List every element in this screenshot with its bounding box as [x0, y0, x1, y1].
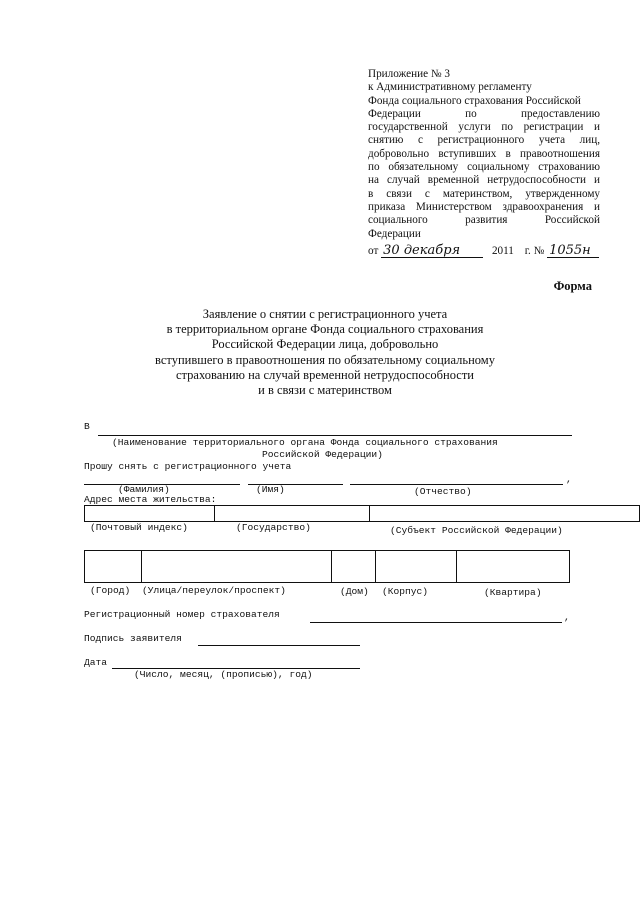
title-line: и в связи с материнством: [258, 383, 392, 398]
signature-field[interactable]: [198, 645, 360, 646]
appendix-line: приказа Министерством здравоохранения и: [368, 200, 600, 213]
forma-label: Форма: [553, 279, 592, 293]
house-box[interactable]: [331, 550, 376, 583]
building-caption: (Корпус): [382, 586, 429, 597]
appendix-line: к Административному регламенту: [368, 81, 532, 94]
title-line: в территориальном органе Фонда социального страхования: [166, 322, 484, 337]
appendix-line: в связи с материнством, утвержденному: [368, 187, 600, 200]
reg-number-field[interactable]: [310, 622, 562, 623]
apartment-caption: (Квартира): [484, 587, 542, 598]
surname-caption: (Фамилия): [118, 484, 170, 495]
subject-box[interactable]: [369, 505, 640, 522]
street-caption: (Улица/переулок/проспект): [142, 585, 286, 596]
city-box[interactable]: [84, 550, 142, 583]
appendix-line: по обязательному социальному страхованию: [368, 161, 600, 174]
appendix-line: Федерации по предоставлению: [368, 107, 600, 120]
title-line: страхованию на случай временной нетрудоспособности: [176, 367, 474, 382]
appendix-line: Федерации: [368, 227, 421, 240]
organ-caption-2: Российской Федерации): [262, 449, 383, 460]
year: 2011: [491, 244, 514, 257]
reg-number-label: Регистрационный номер страхователя: [84, 609, 280, 620]
v-label: В: [84, 421, 90, 432]
title-line: Российской Федерации лица, добровольно: [211, 337, 439, 352]
handwritten-date: 30 декабря: [381, 244, 483, 258]
state-caption: (Государство): [236, 522, 311, 533]
city-caption: (Город): [90, 585, 131, 596]
organ-caption: (Наименование территориального органа Фонда социального страхования: [112, 437, 498, 448]
appendix-line: Фонда социального страхования Российской: [368, 94, 581, 107]
date-caption: (Число, месяц, (прописью), год): [134, 669, 313, 680]
request-text: Прошу снять с регистрационного учета: [84, 461, 292, 472]
appendix-line: добровольно вступивших в правоотношения: [368, 147, 600, 160]
organ-field[interactable]: [98, 435, 572, 436]
appendix-line: социального развития Российской: [368, 214, 600, 227]
document-title: [130, 307, 520, 398]
date-label: Дата: [84, 657, 108, 668]
comma: ,: [566, 474, 572, 485]
apartment-box[interactable]: [456, 550, 570, 583]
postal-code-box[interactable]: [84, 505, 215, 522]
patronymic-caption: (Отчество): [414, 486, 472, 497]
number-prefix: г. №: [524, 244, 545, 257]
title-line: вступившего в правоотношения по обязательному социальному: [155, 352, 495, 367]
appendix-line: государственной услуги по регистрации и: [368, 121, 600, 134]
state-box[interactable]: [214, 505, 370, 522]
subject-caption: (Субъект Российской Федерации): [390, 525, 563, 536]
title-line: Заявление о снятии с регистрационного учета: [202, 307, 448, 321]
appendix-line: на случай временной нетрудоспособности и: [368, 174, 600, 187]
building-box[interactable]: [375, 550, 457, 583]
signature-label: Подпись заявителя: [84, 633, 182, 644]
patronymic-field[interactable]: [350, 484, 563, 485]
house-caption: (Дом): [340, 586, 369, 597]
appendix-block: [368, 68, 600, 258]
comma: ,: [564, 612, 570, 623]
street-box[interactable]: [141, 550, 332, 583]
appendix-line: снятию с регистрационного учета лиц,: [368, 134, 600, 147]
appendix-date-line: [368, 244, 600, 258]
date-prefix: от: [368, 244, 379, 257]
address-label: Адрес места жительства:: [84, 494, 217, 505]
handwritten-number: 1055н: [547, 244, 599, 258]
postal-caption: (Почтовый индекс): [90, 522, 188, 533]
appendix-line: Приложение № 3: [368, 68, 450, 80]
name-caption: (Имя): [256, 484, 285, 495]
